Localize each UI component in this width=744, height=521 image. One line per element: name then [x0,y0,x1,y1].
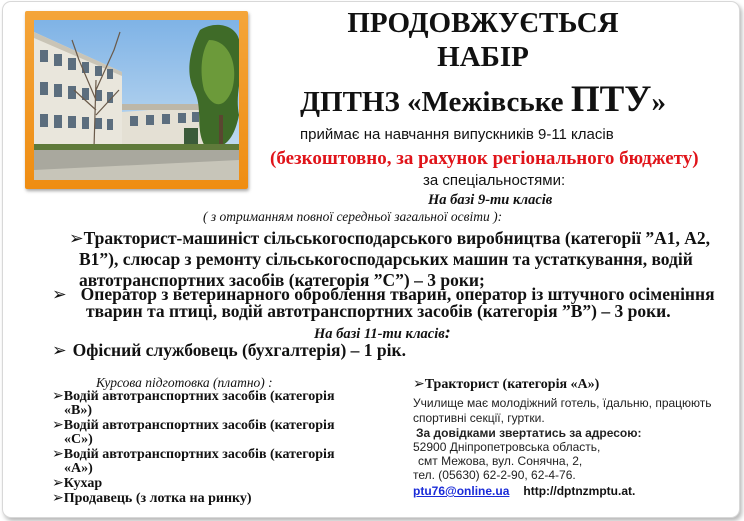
specialty-vet-line1: Оператор з ветеринарного оброблення тварин, оператор із штучного осіменіння [80,284,715,304]
base9-note: ( з отриманням повної середньої загальної освіти ): [203,209,503,224]
arrow-bullet-icon: ➢ [52,490,64,506]
base9-heading: На базі 9-ти класів [428,192,553,208]
paid-item-c [52,417,335,434]
specialty-tractor-line1: Тракторист-машиніст сільськогосподарського виробництва (категорії ”А1, А2, [83,228,710,248]
paid-item-a-line2: «А») [64,461,93,476]
specialty-item-tractor [69,228,710,249]
address-line1: 52900 Дніпропетровська область, [413,440,601,454]
arrow-bullet-icon: ➢ [413,376,425,392]
paid-item-c-line1: Водій автотранспортних засобів (категорія [63,418,335,433]
arrow-bullet-icon: ➢ [52,388,64,404]
right-tractor-course [413,376,599,393]
paid-item-cook-text: Кухар [63,476,103,491]
school-name-prefix: ДПТНЗ «Межівське [300,86,571,118]
paid-item-c-line2: «С») [64,432,93,447]
paid-item-a-line1: Водій автотранспортних засобів (категорія [63,447,335,462]
arrow-bullet-icon: ➢ [52,341,67,361]
base11-heading-text: На базі 11-ти класів [314,326,445,342]
specialty-item-office [52,340,406,361]
right-tractor-course-text: Тракторист (категорія «А») [424,377,600,392]
paid-item-seller-text: Продавець (з лотка на ринку) [63,491,252,506]
school-building-image [34,20,239,180]
paid-item-a [52,446,335,463]
specialty-tractor-line2: В1”), слюсар з ремонту сільськогосподарських машин та устаткування, водій [79,249,693,269]
facilities-line1: Училище має молодіжний готель, їдальню, працюють [413,396,712,410]
base11-heading-colon: : [444,322,451,342]
headline-continues: ПРОДОВЖУЄТЬСЯ [347,7,619,39]
phone-line: тел. (05630) 62-2-90, 62-4-76. [413,468,576,482]
headline-school-name [248,79,718,120]
arrow-bullet-icon: ➢ [52,285,67,305]
arrow-bullet-icon: ➢ [52,446,64,462]
specialty-vet-line2: тварин та птиці, водій автотранспортних засобів (категорія ”В”) – 3 роки. [86,301,671,321]
paid-courses-heading: Курсова підготовка (платно) : [96,375,273,390]
school-name-suffix: » [651,86,666,118]
contact-heading: За довідками звертатись за адресою: [416,426,642,440]
specialty-office-text: Офісний службовець (бухгалтерія) – 1 рік. [72,340,406,360]
email-link[interactable]: ptu76@online.ua [413,484,510,498]
arrow-bullet-icon: ➢ [69,229,84,249]
address-line2: смт Межова, вул. Сонячна, 2, [418,454,583,468]
paid-item-b-line2: «В») [64,403,92,418]
paid-item-b-line1: Водій автотранспортних засобів (категорія [63,389,335,404]
facilities-line2: спортивні секції, гуртки. [413,411,545,425]
headline-recruitment: НАБІР [437,41,529,73]
arrow-bullet-icon: ➢ [52,417,64,433]
arrow-bullet-icon: ➢ [52,475,64,491]
website-text: http://dptnzmptu.at. [523,484,636,498]
paid-item-seller [52,490,252,507]
specialties-label: за спеціальностями: [423,172,566,189]
contacts-online [413,482,635,500]
school-name-ptu: ПТУ [570,79,652,120]
specialty-tractor-line3: автотранспортних засобів (категорія ”С”) – 3 роки; [79,270,485,290]
paid-item-b [52,388,335,405]
free-funding-text: (безкоштовно, за рахунок регіонального бюджету) [270,148,699,169]
accepts-text: приймає на навчання випускників 9-11 класів [300,126,614,143]
school-photo [25,11,248,189]
